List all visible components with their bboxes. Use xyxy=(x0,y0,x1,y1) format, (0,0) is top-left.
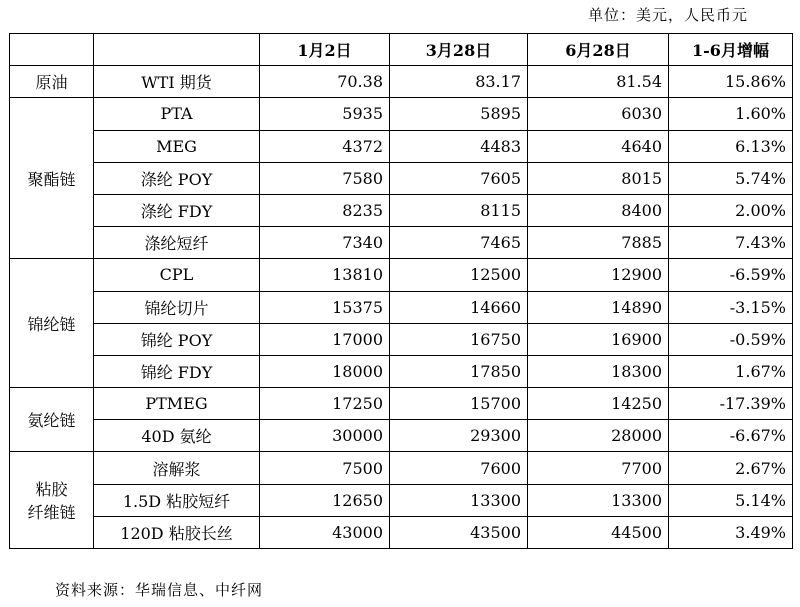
value-mar28: 5895 xyxy=(390,98,528,130)
change-pct: -6.67% xyxy=(669,420,793,452)
value-mar28: 14660 xyxy=(390,291,528,323)
table-row xyxy=(10,484,793,516)
value-mar28: 17850 xyxy=(390,355,528,387)
value-mar28: 29300 xyxy=(390,420,528,452)
value-jan2: 4372 xyxy=(260,130,390,162)
value-mar28: 7605 xyxy=(390,162,528,194)
item-name: WTI 期货 xyxy=(94,66,260,98)
table-row xyxy=(10,452,793,484)
value-jun28: 7700 xyxy=(528,452,669,484)
item-name: CPL xyxy=(94,259,260,291)
value-jun28: 6030 xyxy=(528,98,669,130)
value-jun28: 81.54 xyxy=(528,66,669,98)
value-jun28: 8400 xyxy=(528,194,669,226)
value-jan2: 5935 xyxy=(260,98,390,130)
table-row xyxy=(10,355,793,387)
item-name: PTMEG xyxy=(94,388,260,420)
table-row xyxy=(10,388,793,420)
group-label: 锦纶链 xyxy=(10,259,94,388)
value-jan2: 7340 xyxy=(260,227,390,259)
value-mar28: 15700 xyxy=(390,388,528,420)
item-name: 锦纶 FDY xyxy=(94,355,260,387)
table-row xyxy=(10,98,793,130)
item-name: 涤纶 POY xyxy=(94,162,260,194)
value-jun28: 44500 xyxy=(528,516,669,548)
group-label: 粘胶 纤维链 xyxy=(10,452,94,549)
table-row xyxy=(10,323,793,355)
value-jan2: 17250 xyxy=(260,388,390,420)
item-name: 40D 氨纶 xyxy=(94,420,260,452)
header-cell: 6月28日 xyxy=(528,34,669,66)
change-pct: -17.39% xyxy=(669,388,793,420)
header-row xyxy=(10,34,793,66)
item-name: MEG xyxy=(94,130,260,162)
table-row xyxy=(10,227,793,259)
item-name: 1.5D 粘胶短纤 xyxy=(94,484,260,516)
value-jun28: 18300 xyxy=(528,355,669,387)
value-jun28: 13300 xyxy=(528,484,669,516)
price-table xyxy=(9,33,793,549)
item-name: 锦纶切片 xyxy=(94,291,260,323)
group-label: 原油 xyxy=(10,66,94,98)
value-jan2: 17000 xyxy=(260,323,390,355)
change-pct: 1.60% xyxy=(669,98,793,130)
header-cell xyxy=(10,34,94,66)
change-pct: 7.43% xyxy=(669,227,793,259)
value-jun28: 12900 xyxy=(528,259,669,291)
group-label: 氨纶链 xyxy=(10,388,94,452)
header-cell xyxy=(94,34,260,66)
change-pct: 3.49% xyxy=(669,516,793,548)
value-mar28: 8115 xyxy=(390,194,528,226)
table-row xyxy=(10,66,793,98)
value-jan2: 8235 xyxy=(260,194,390,226)
value-jun28: 14890 xyxy=(528,291,669,323)
item-name: 涤纶 FDY xyxy=(94,194,260,226)
value-jun28: 8015 xyxy=(528,162,669,194)
header-cell: 3月28日 xyxy=(390,34,528,66)
change-pct: -3.15% xyxy=(669,291,793,323)
value-jun28: 4640 xyxy=(528,130,669,162)
source-note: 资料来源：华瑞信息、中纤网 xyxy=(55,581,264,599)
value-jan2: 13810 xyxy=(260,259,390,291)
value-mar28: 7600 xyxy=(390,452,528,484)
value-jun28: 28000 xyxy=(528,420,669,452)
table-row xyxy=(10,162,793,194)
table-row xyxy=(10,259,793,291)
header-cell: 1月2日 xyxy=(260,34,390,66)
group-label: 聚酯链 xyxy=(10,98,94,259)
unit-note: 单位：美元，人民币元 xyxy=(587,6,748,24)
item-name: PTA xyxy=(94,98,260,130)
table-row xyxy=(10,516,793,548)
value-jan2: 15375 xyxy=(260,291,390,323)
table-row xyxy=(10,194,793,226)
value-jan2: 43000 xyxy=(260,516,390,548)
change-pct: 1.67% xyxy=(669,355,793,387)
change-pct: -0.59% xyxy=(669,323,793,355)
value-jan2: 18000 xyxy=(260,355,390,387)
value-jan2: 12650 xyxy=(260,484,390,516)
item-name: 120D 粘胶长丝 xyxy=(94,516,260,548)
value-jun28: 7885 xyxy=(528,227,669,259)
value-jan2: 70.38 xyxy=(260,66,390,98)
change-pct: 5.74% xyxy=(669,162,793,194)
change-pct: 15.86% xyxy=(669,66,793,98)
table-row xyxy=(10,420,793,452)
value-mar28: 13300 xyxy=(390,484,528,516)
value-mar28: 4483 xyxy=(390,130,528,162)
value-mar28: 83.17 xyxy=(390,66,528,98)
value-jun28: 16900 xyxy=(528,323,669,355)
change-pct: 2.00% xyxy=(669,194,793,226)
value-jan2: 30000 xyxy=(260,420,390,452)
value-mar28: 16750 xyxy=(390,323,528,355)
change-pct: 2.67% xyxy=(669,452,793,484)
value-jan2: 7500 xyxy=(260,452,390,484)
change-pct: -6.59% xyxy=(669,259,793,291)
table-row xyxy=(10,291,793,323)
value-mar28: 12500 xyxy=(390,259,528,291)
change-pct: 5.14% xyxy=(669,484,793,516)
value-jun28: 14250 xyxy=(528,388,669,420)
item-name: 锦纶 POY xyxy=(94,323,260,355)
change-pct: 6.13% xyxy=(669,130,793,162)
value-mar28: 43500 xyxy=(390,516,528,548)
value-mar28: 7465 xyxy=(390,227,528,259)
item-name: 溶解浆 xyxy=(94,452,260,484)
table-row xyxy=(10,130,793,162)
header-cell: 1-6月增幅 xyxy=(669,34,793,66)
item-name: 涤纶短纤 xyxy=(94,227,260,259)
value-jan2: 7580 xyxy=(260,162,390,194)
